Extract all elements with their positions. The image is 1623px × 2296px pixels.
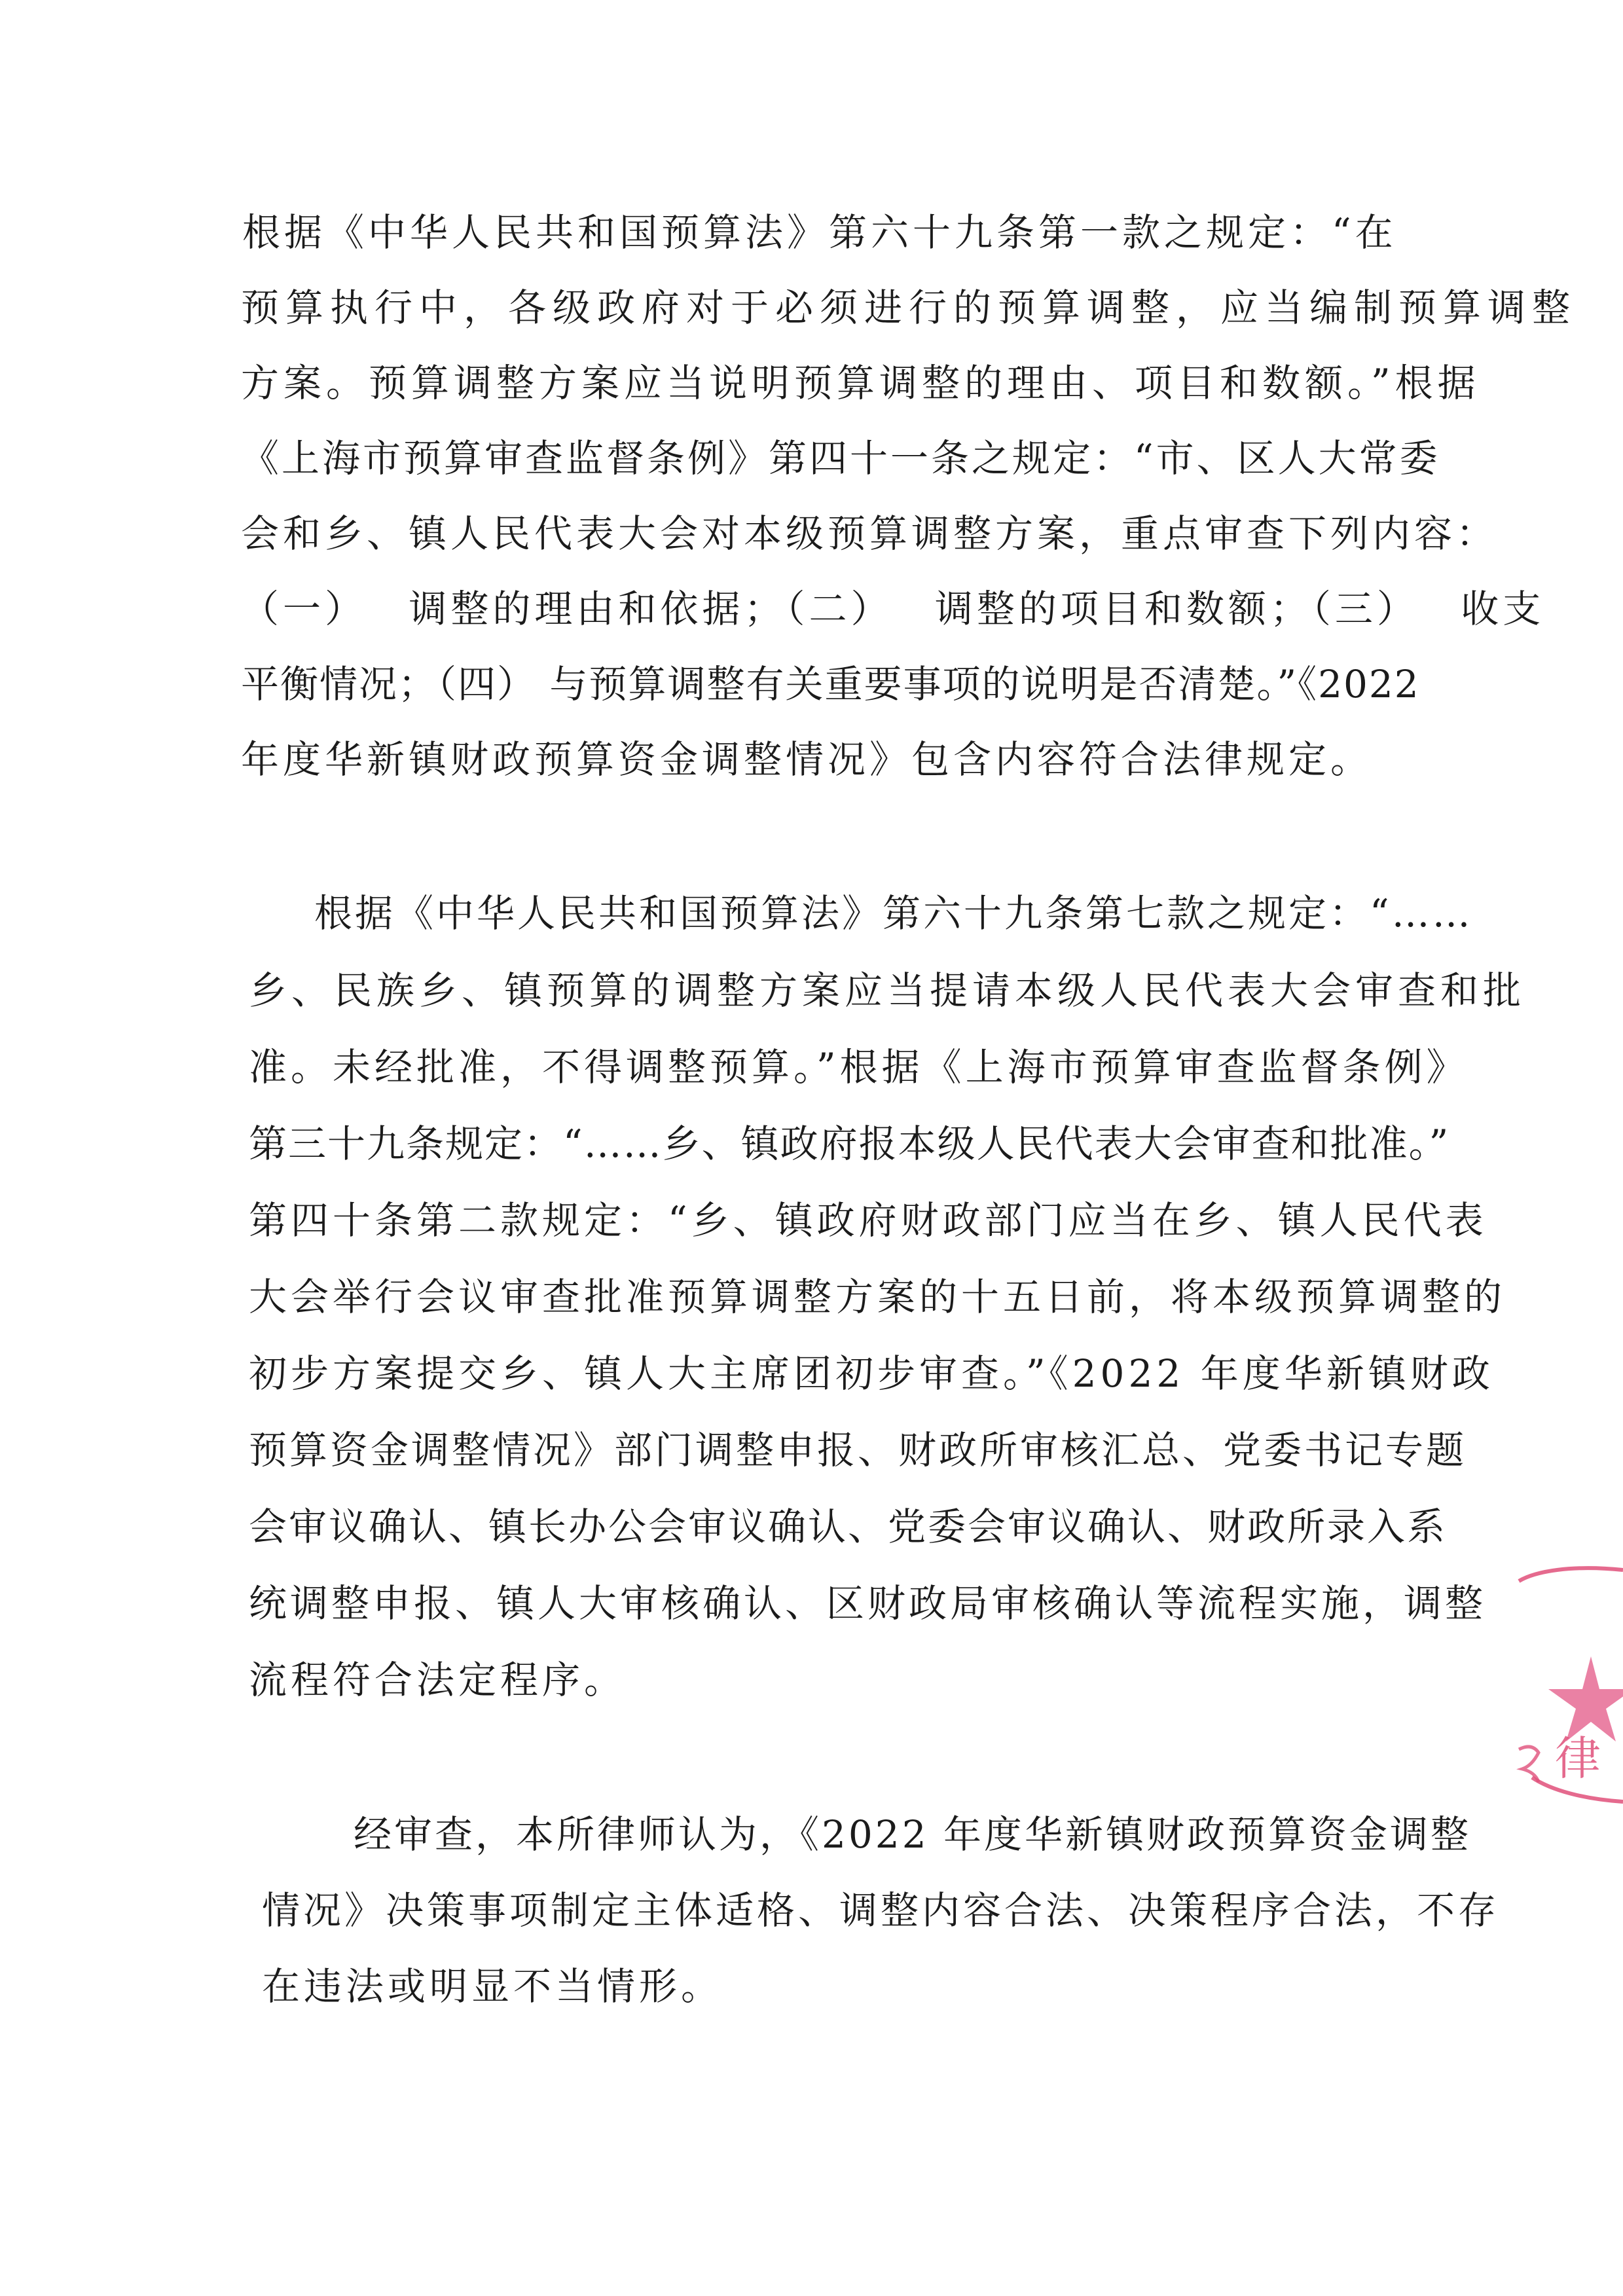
paragraph-2-line-10: 统调整申报、镇人大审核确认、区财政局审核确认等流程实施，调整 — [249, 1581, 1487, 1626]
paragraph-1-line-2: 预算执行中，各级政府对于必须进行的预算调整，应当编制预算调整 — [241, 285, 1577, 330]
paragraph-2-line-9: 会审议确认、镇长办公会审议确认、党委会审议确认、财政所录入系 — [249, 1504, 1448, 1549]
paragraph-2-line-6: 大会举行会议审查批准预算调整方案的十五日前，将本级预算调整的 — [249, 1275, 1506, 1319]
official-seal-stamp — [1493, 1558, 1623, 1859]
paragraph-2-line-3: 准。未经批准，不得调整预算。”根据《上海市预算审查监督条例》 — [249, 1045, 1468, 1089]
paragraph-1-line-7: 平衡情况；（四） 与预算调整有关重要事项的说明是否清楚。”《2022 — [241, 662, 1420, 706]
paragraph-3-line-2: 情况》决策事项制定主体适格、调整内容合法、决策程序合法，不存 — [262, 1888, 1500, 1933]
paragraph-1-line-6: （一） 调整的理由和依据；（二） 调整的项目和数额；（三） 收支 — [241, 587, 1545, 631]
paragraph-2-line-1: 根据《中华人民共和国预算法》第六十九条第七款之规定：“…… — [314, 891, 1473, 936]
paragraph-3-line-1: 经审查，本所律师认为，《2022 年度华新镇财政预算资金调整 — [354, 1812, 1472, 1857]
paragraph-1-line-8: 年度华新镇财政预算资金调整情况》包含内容符合法律规定。 — [241, 737, 1373, 782]
seal-character: 律 — [1555, 1732, 1601, 1785]
paragraph-2-line-4: 第三十九条规定：“……乡、镇政府报本级人民代表大会审查和批准。” — [249, 1121, 1450, 1166]
paragraph-3-line-3: 在违法或明显不当情形。 — [262, 1964, 723, 2009]
paragraph-1-line-1: 根据《中华人民共和国预算法》第六十九条第一款之规定：“在 — [242, 210, 1397, 255]
paragraph-2-line-5: 第四十条第二款规定：“乡、镇政府财政部门应当在乡、镇人民代表 — [249, 1198, 1487, 1243]
paragraph-2-line-7: 初步方案提交乡、镇人大主席团初步审查。”《2022 年度华新镇财政 — [249, 1351, 1494, 1396]
paragraph-2-line-2: 乡、民族乡、镇预算的调整方案应当提请本级人民代表大会审查和批 — [249, 968, 1526, 1013]
paragraph-2-line-8: 预算资金调整情况》部门调整申报、财政所审核汇总、党委书记专题 — [249, 1428, 1467, 1472]
paragraph-1-line-4: 《上海市预算审查监督条例》第四十一条之规定：“市、区人大常委 — [241, 436, 1440, 481]
paragraph-2-line-11: 流程符合法定程序。 — [249, 1658, 627, 1702]
seal-star-icon — [1548, 1656, 1623, 1741]
paragraph-1-line-5: 会和乡、镇人民代表大会对本级预算调整方案，重点审查下列内容： — [241, 511, 1499, 556]
paragraph-1-line-3: 方案。预算调整方案应当说明预算调整的理由、项目和数额。”根据 — [241, 361, 1480, 405]
